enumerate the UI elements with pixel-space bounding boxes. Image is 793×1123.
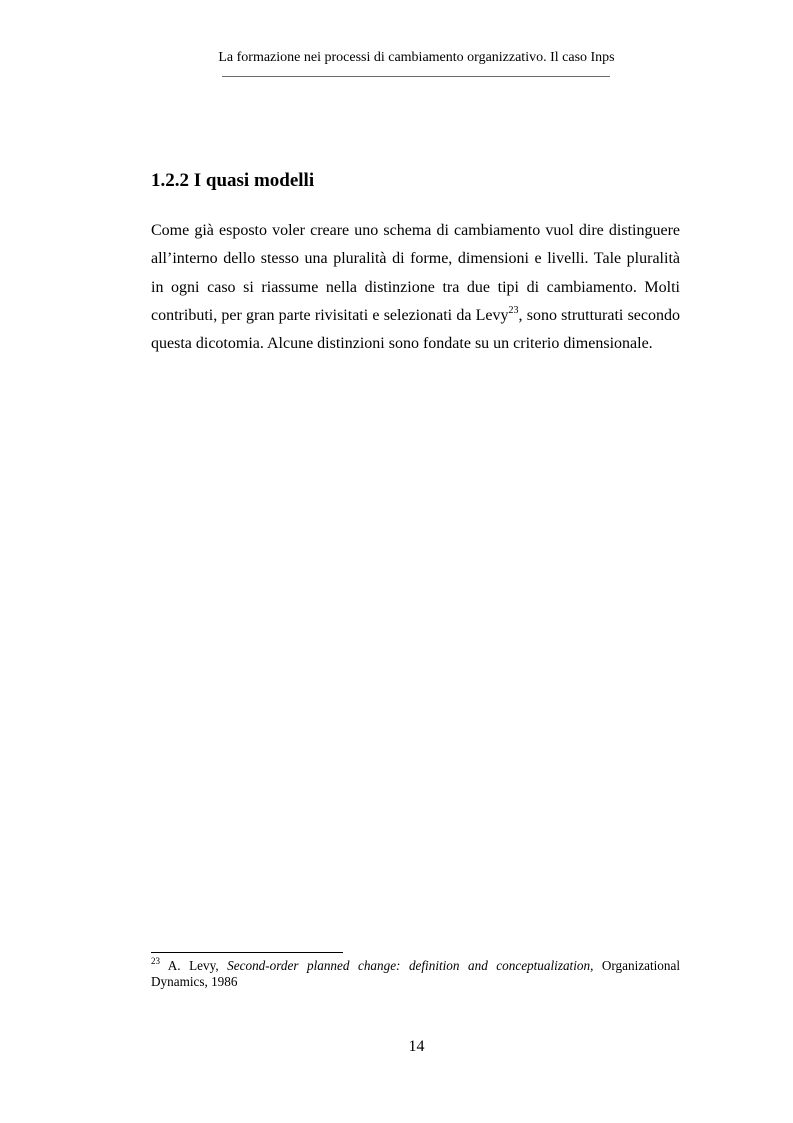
footnote-line: Dynamics, 1986 [151,974,238,989]
footnote-marker: 23 [151,956,160,966]
section-heading: 1.2.2 I quasi modelli [151,170,315,191]
footnote-title: Second-order planned change: definition and conceptualization [227,958,591,973]
paragraph-line: Come già esposto voler creare uno schema di cambiamento vuol dire distinguere [151,222,680,239]
running-header: La formazione nei processi di cambiamento organizzativo. Il caso Inps [218,50,615,65]
paragraph-line: all’interno dello stesso una pluralità di forme, dimensioni e livelli. Tale pluralità [151,250,680,268]
footnote [151,958,680,990]
body-paragraph [151,217,680,358]
paragraph-text: contributi, per gran parte rivisitati e selezionati da Levy [151,306,509,324]
footnote-reference[interactable]: 23 [508,304,519,316]
paragraph-line: in ogni caso si riassume nella distinzione tra due tipi di cambiamento. Molti [151,278,680,296]
header-rule [222,76,610,77]
footnote-author: A. Levy, [160,958,228,973]
page-number: 14 [408,1038,425,1055]
paragraph-text: , sono strutturati secondo [518,306,680,324]
footnote-separator [151,952,343,953]
footnote-line [151,958,680,974]
footnote-publisher: , Organizational [590,958,680,973]
paragraph-line [151,302,680,330]
paragraph-line: questa dicotomia. Alcune distinzioni sono fondate su un criterio dimensionale. [151,335,653,353]
